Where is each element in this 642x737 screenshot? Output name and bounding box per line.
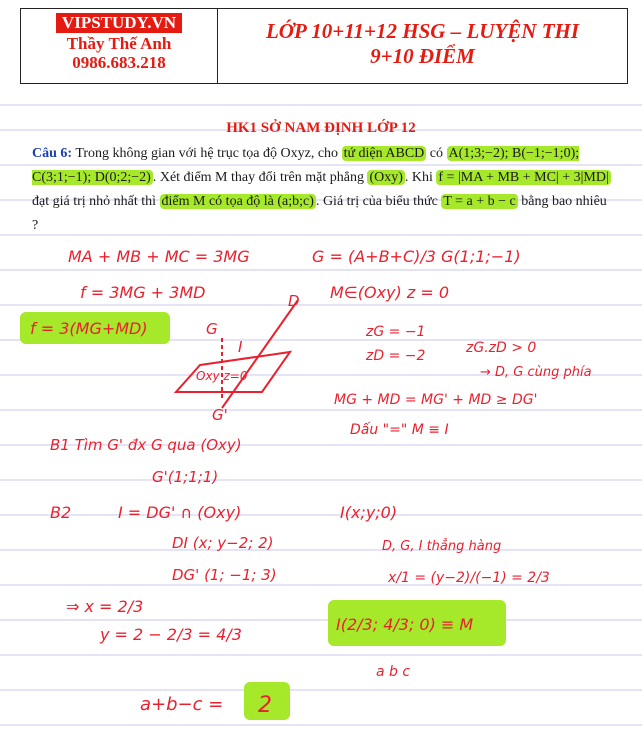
- hw-line-1: MA + MB + MC = 3MG: [68, 247, 250, 266]
- hw-line-2b: M∈(Oxy) z = 0: [330, 283, 449, 302]
- hw-zgzd: zG.zD > 0: [466, 340, 537, 356]
- hw-step-1: B1 Tìm G' đx G qua (Oxy): [50, 436, 242, 454]
- exam-title: HK1 SỞ NAM ĐỊNH LỚP 12: [226, 120, 416, 136]
- hw-line-1b: G = (A+B+C)/3 G(1;1;−1): [312, 247, 521, 266]
- label-d: D: [288, 292, 300, 310]
- highlight-function: f = |MA + MB + MC| + 3|MD|: [438, 170, 609, 185]
- label-i: I: [238, 338, 243, 356]
- phone-number: 0986.683.218: [72, 53, 166, 72]
- hw-answer: 2: [258, 693, 272, 718]
- label-g: G: [206, 320, 218, 338]
- highlight-expression: T = a + b − c: [443, 194, 516, 209]
- hw-abc: a b c: [376, 664, 411, 680]
- course-line-1: LỚP 10+11+12 HSG – LUYỆN THI: [265, 19, 580, 43]
- label-g-prime: G': [212, 406, 228, 424]
- highlight-point-m: điểm M có tọa độ là (a;b;c): [161, 194, 314, 209]
- hw-ratio: x/1 = (y−2)/(−1) = 2/3: [388, 570, 550, 586]
- hw-vector-dg: DG' (1; −1; 3): [172, 566, 277, 584]
- hw-final: a+b−c =: [140, 694, 224, 715]
- hw-solve-x: ⇒ x = 2/3: [66, 597, 144, 616]
- highlight-tetrahedron: tứ diện ABCD: [343, 146, 425, 161]
- hw-collinear: D, G, I thẳng hàng: [382, 539, 502, 554]
- hw-zd: zD = −2: [366, 348, 426, 364]
- hw-same-side: → D, G cùng phía: [480, 365, 592, 380]
- hw-g-prime-coord: G'(1;1;1): [152, 468, 219, 486]
- problem-part: bằng bao nhiêu ?: [32, 194, 607, 233]
- hw-vector-di: DI (x; y−2; 2): [172, 534, 274, 552]
- question-label: Câu 6:: [32, 146, 73, 161]
- hw-i-form: I(x;y;0): [340, 503, 398, 522]
- label-plane: Oxy z=0: [196, 369, 248, 383]
- course-line-2: 9+10 ĐIỂM: [370, 44, 475, 68]
- hw-i-result: I(2/3; 4/3; 0) ≡ M: [336, 615, 474, 634]
- teacher-name: Thầy Thế Anh: [66, 34, 172, 53]
- problem-part: Trong không gian với hệ trục tọa độ Oxyz, cho: [75, 146, 342, 161]
- highlight-points: A(1;3;−2); B(−1;−1;0); C(3;1;−1); D(0;2;−2): [32, 146, 580, 185]
- hw-solve-y: y = 2 − 2/3 = 4/3: [100, 625, 242, 644]
- highlight-plane: (Oxy): [369, 170, 403, 185]
- hw-intersection: I = DG' ∩ (Oxy): [118, 503, 242, 522]
- hw-inequality: MG + MD = MG' + MD ≥ DG': [334, 392, 538, 408]
- hw-equality: Dấu "=" M ≡ I: [350, 422, 449, 438]
- plane-diagram: [176, 300, 298, 408]
- hw-step-2: B2: [50, 503, 72, 522]
- problem-part: đạt giá trị nhỏ nhất thì: [32, 194, 160, 209]
- problem-part: có: [426, 146, 447, 161]
- brand-label: VIPSTUDY.VN: [56, 13, 182, 33]
- hw-zg: zG = −1: [366, 324, 426, 340]
- problem-part: . Xét điểm M thay đổi trên mặt phẳng: [152, 170, 368, 185]
- problem-part: . Khi: [404, 170, 437, 185]
- hw-line-3: f = 3(MG+MD): [30, 319, 148, 338]
- problem-part: . Giá trị của biểu thức: [315, 194, 442, 209]
- hw-line-2: f = 3MG + 3MD: [80, 283, 206, 302]
